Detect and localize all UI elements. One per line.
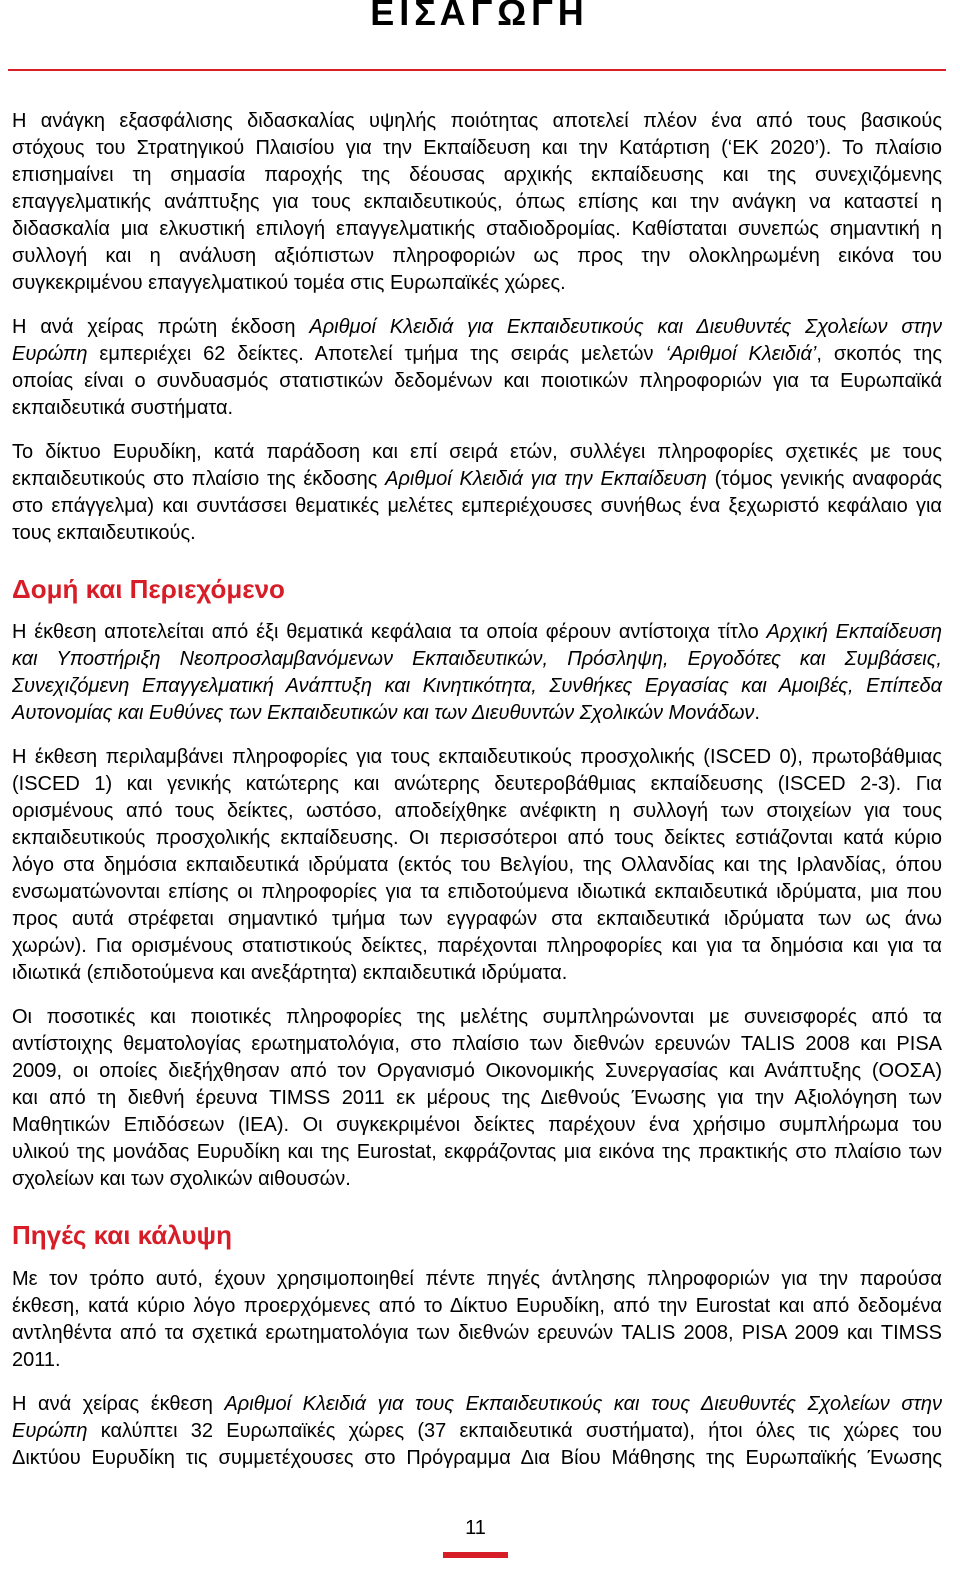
text-line	[12, 771, 942, 798]
text-line	[12, 1391, 942, 1418]
structure-paragraph	[12, 619, 942, 727]
text-line	[12, 879, 942, 906]
body-text: (ISCED 1) και γενικής κατώτερης και ανώτερης δευτεροβάθμιας εκπαίδευσης (ISCED 2-3). Για	[12, 773, 942, 795]
body-text: Με τον τρόπο αυτό, έχουν χρησιμοποιηθεί πέντε πηγές άντλησης πληροφοριών για την παρούσα	[12, 1267, 942, 1290]
text-line	[12, 1031, 942, 1058]
text-line	[12, 1293, 942, 1320]
text-line	[12, 466, 942, 493]
body-text: στο επάγγελμα) και συντάσσει θεματικές μελέτες εμπεριέχουσες συνήθως ένα ξεχωριστό κεφάλαιο για	[12, 494, 942, 517]
text-line	[12, 135, 942, 162]
text-line	[12, 960, 942, 987]
text-line	[12, 1004, 942, 1031]
body-text: τους εκπαιδευτικούς.	[12, 521, 196, 544]
text-line	[12, 744, 942, 771]
body-text: χωρών). Για ορισμένους στατιστικούς δείκτες, παρέχονται πληροφορίες και για τα δημόσια και για τα	[12, 935, 942, 957]
text-line	[12, 395, 942, 422]
chapter-title: Ε Ι Σ Α Γ Ω Γ Η	[370, 0, 584, 33]
text-line	[12, 216, 942, 243]
italic-title-text: και Υποστήριξη Νεοπροσλαμβανόμενων Εκπαιδευτικών, Πρόσληψη, Εργοδότες και Συμβάσεις,	[12, 648, 942, 670]
body-text: Η έκθεση περιλαμβάνει πληροφορίες για τους εκπαιδευτικούς προσχολικής (ISCED 0), πρωτοβάθμιας	[12, 746, 942, 768]
italic-title-text: Αυτονομίας και Ευθύνες των Εκπαιδευτικών και των Διευθυντών Σχολικών Μονάδων	[12, 702, 755, 724]
body-text: εκπαιδευτικούς στο πλαίσιο της έκδοσης	[12, 467, 386, 490]
sources-paragraph	[12, 1266, 942, 1374]
body-text: και από τη διεθνή έρευνα TIMSS 2011 εκ μέρους της Διεθνούς Ένωσης για την Αξιολόγηση των	[12, 1087, 942, 1109]
body-text: Η ανά χείρας έκθεση	[12, 1392, 225, 1415]
body-text: διδασκαλία μια ελκυστική επιλογή επαγγελματικής σταδιοδρομίας. Καθίσταται συνεπώς σημαντική η	[12, 217, 942, 240]
structure-paragraph	[12, 1004, 942, 1193]
text-line	[12, 1266, 942, 1293]
text-line	[12, 1347, 942, 1374]
text-line	[12, 1139, 942, 1166]
body-text: ιδιωτικά (επιδοτούμενα και ανεξάρτητα) εκπαιδευτικά ιδρύματα.	[12, 962, 568, 984]
body-text: εκπαιδευτικούς προσχολικής εκπαίδευσης. Οι περισσότεροι από τους δείκτες εστιάζονται κατά κύριο	[12, 827, 942, 849]
title-divider-line	[8, 69, 946, 71]
intro-paragraph	[12, 108, 942, 297]
body-text: σχολείων και των σχολικών αιθουσών.	[12, 1168, 351, 1190]
body-text: αντληθέντα από τα σχετικά ερωτηματολόγια των διεθνών ερευνών TALIS 2008, PISA 2009 και TIMSS	[12, 1321, 942, 1344]
text-line	[12, 243, 942, 270]
text-line	[12, 646, 942, 673]
body-text: Το δίκτυο Ευρυδίκη, κατά παράδοση και επί σειρά ετών, συλλέγει πληροφορίες σχετικές με τους	[12, 440, 942, 463]
body-text: ορισμένους από τους δείκτες, ωστόσο, αποδείχθηκε ανέφικτη η συλλογή των στοιχείων για τους	[12, 800, 942, 822]
text-line	[12, 1166, 942, 1193]
text-line	[12, 700, 942, 727]
sources-paragraph	[12, 1391, 942, 1472]
body-text: λόγο στα δημόσια εκπαιδευτικά ιδρύματα (εκτός του Βελγίου, της Ολλανδίας και της Ιρλανδίας, όπου	[12, 854, 942, 876]
text-line	[12, 798, 942, 825]
body-text: .	[754, 702, 760, 724]
text-line	[12, 906, 942, 933]
body-text: συλλογή και η ανάλυση αξιόπιστων πληροφοριών ως προς την ολοκληρωμένη εικόνα του	[12, 244, 942, 267]
text-line	[12, 1058, 942, 1085]
text-line	[12, 1085, 942, 1112]
text-line	[12, 619, 942, 646]
body-text: Η ανά χείρας πρώτη έκδοση	[12, 315, 310, 338]
text-line	[12, 673, 942, 700]
body-text: οποίας είναι ο συνδυασμός στατιστικών δεδομένων και ποιοτικών πληροφοριών για τα Ευρωπαϊκά	[12, 369, 942, 392]
italic-title-text: Ευρώπη	[12, 1419, 88, 1442]
intro-paragraph	[12, 314, 942, 422]
text-line	[12, 493, 942, 520]
text-line	[12, 439, 942, 466]
page-number-underline	[443, 1552, 508, 1558]
text-line	[12, 270, 942, 297]
body-text: Η ανάγκη εξασφάλισης διδασκαλίας υψηλής ποιότητας αποτελεί πλέον ένα από τους βασικούς	[12, 109, 942, 132]
text-line	[12, 933, 942, 960]
body-text: 2009, οι οποίες διεξήχθησαν από τον Οργανισμό Οικονομικής Συνεργασίας και Ανάπτυξης (ΟΟΣΑ)	[12, 1060, 942, 1082]
body-text: στόχους του Στρατηγικού Πλαισίου για την Εκπαίδευση και την Κατάρτιση (‘ΕΚ 2020’). Το πλαίσιο	[12, 136, 942, 159]
text-line	[12, 189, 942, 216]
text-line	[12, 1445, 942, 1472]
italic-title-text: Αριθμοί Κλειδιά για τους Εκπαιδευτικούς και τους Διευθυντές Σχολείων στην	[224, 1392, 942, 1415]
structure-paragraph	[12, 744, 942, 987]
page-number: 11	[465, 1516, 486, 1539]
body-text: Οι ποσοτικές και ποιοτικές πληροφορίες της μελέτης συμπληρώνονται με συνεισφορές από τα	[12, 1006, 942, 1028]
italic-title-text: Αριθμοί Κλειδιά για Εκπαιδευτικούς και Διευθυντές Σχολείων στην	[309, 315, 942, 338]
italic-title-text: ‘Αριθμοί Κλειδιά’	[665, 342, 817, 365]
body-text: , σκοπός της	[816, 342, 942, 365]
text-line	[12, 108, 942, 135]
text-line	[12, 162, 942, 189]
body-text: επαγγελματικής ανάπτυξης για τους εκπαιδευτικούς, όπως επίσης και την ανάγκη να καταστεί η	[12, 190, 942, 213]
section-heading-sources: Πηγές και κάλυψη	[12, 1220, 232, 1250]
italic-title-text: Αρχική Εκπαίδευση	[766, 621, 942, 643]
body-text: Μαθητικών Επιδόσεων (IEA). Οι συγκεκριμένοι δείκτες παρέχουν ένα χρήσιμο συμπλήρωμα του	[12, 1114, 942, 1136]
document-body	[12, 108, 942, 1489]
body-text: Η έκθεση αποτελείται από έξι θεματικά κεφάλαια τα οποία φέρουν αντίστοιχα τίτλο	[12, 621, 767, 643]
body-text: έκθεση, κατά κύριο λόγο προερχόμενες από το Δίκτυο Ευρυδίκη, από την Eurostat και από δεδομένα	[12, 1294, 942, 1317]
body-text: επισημαίνει τη σημασία παροχής της δέουσας αρχικής εκπαίδευσης και της συνεχιζόμενης	[12, 163, 942, 186]
text-line	[12, 368, 942, 395]
body-text: ενσωματώνονται επίσης οι πληροφορίες για τα επιδοτούμενα ιδιωτικά εκπαιδευτικά ιδρύματα, μια που	[12, 881, 942, 903]
intro-paragraph	[12, 439, 942, 547]
body-text: (τόμος γενικής αναφοράς	[706, 467, 942, 490]
body-text: προς αυτά στρέφεται σημαντικό τμήμα των εγγραφών στα εκπαιδευτικά ιδρύματα των ως άνω	[12, 908, 942, 930]
text-line	[12, 341, 942, 368]
italic-title-text: Αριθμοί Κλειδιά για την Εκπαίδευση	[385, 467, 707, 490]
body-text: συγκεκριμένου επαγγελματικού τομέα στις Ευρωπαϊκές χώρες.	[12, 271, 566, 294]
body-text: εκπαιδευτικά συστήματα.	[12, 396, 234, 419]
body-text: 2011.	[12, 1348, 61, 1371]
text-line	[12, 1418, 942, 1445]
body-text: καλύπτει 32 Ευρωπαϊκές χώρες (37 εκπαιδευτικά συστήματα), ήτοι όλες τις χώρες του	[87, 1419, 942, 1442]
text-line	[12, 1320, 942, 1347]
body-text: αντίστοιχης θεματολογίας ερωτηματολόγια, στο πλαίσιο των διεθνών ερευνών TALIS 2008 και PISA	[12, 1033, 942, 1055]
text-line	[12, 1112, 942, 1139]
body-text: εμπεριέχει 62 δείκτες. Αποτελεί τμήμα της σειράς μελετών	[87, 342, 666, 365]
body-text: υλικού της μονάδας Ευρυδίκη και της Eurostat, εκφράζοντας μια εικόνα της πρακτικής στο πλαίσιο των	[12, 1141, 942, 1163]
italic-title-text: Ευρώπη	[12, 342, 88, 365]
text-line	[12, 852, 942, 879]
italic-title-text: Συνεχιζόμενη Επαγγελματική Ανάπτυξη και Κινητικότητα, Συνθήκες Εργασίας και Αμοιβές, Επίπεδα	[12, 675, 942, 697]
text-line	[12, 314, 942, 341]
body-text: Δικτύου Ευρυδίκη τις συμμετέχουσες στο Πρόγραμμα Δια Βίου Μάθησης της Ευρωπαϊκής Ένωσης	[12, 1446, 942, 1469]
text-line	[12, 825, 942, 852]
section-heading-structure: Δομή και Περιεχόμενο	[12, 573, 285, 604]
text-line	[12, 520, 942, 547]
